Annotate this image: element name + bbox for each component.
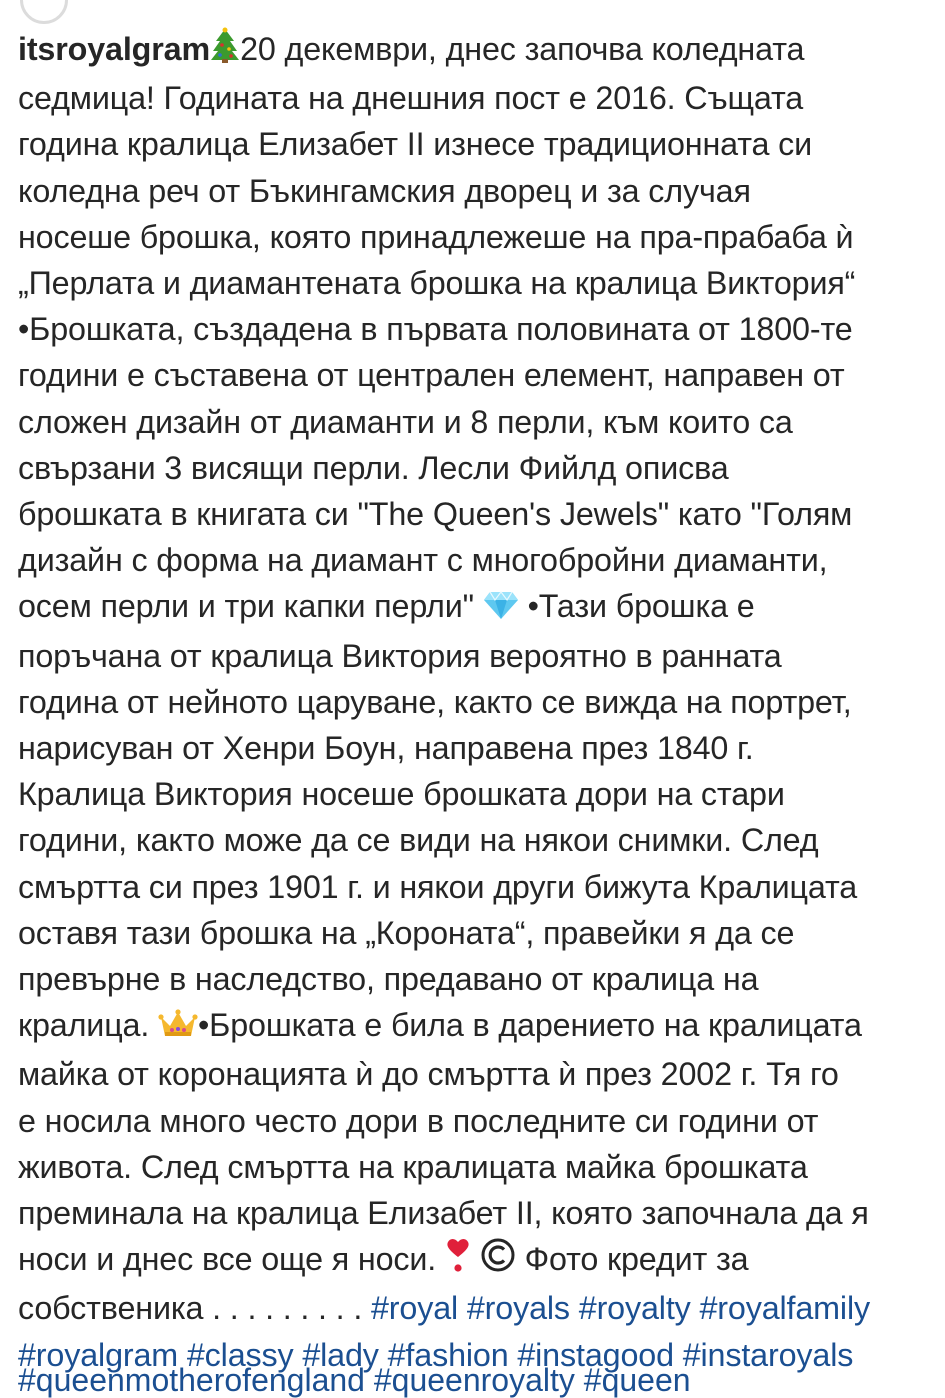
caption-line-7: •Брошката, създадена в първата половината от 1800-те: [18, 311, 853, 348]
caption-line-21: превърне в наследство, предавано от кралица на: [18, 961, 759, 998]
caption-text: собственика . . . . . . . . .: [18, 1290, 363, 1327]
caption-line-15: година от нейното царуване, както се вижда на портрет,: [18, 683, 852, 720]
caption-line-27: [18, 1236, 940, 1285]
caption-text: •Брошката е била в дарението на кралицата: [198, 1007, 862, 1044]
caption-text: кралица.: [18, 1007, 150, 1044]
caption-text: Фото кредит за: [524, 1241, 749, 1278]
post-caption: [18, 26, 940, 1378]
caption-line-9: сложен дизайн от диаманти и 8 перли, към които са: [18, 403, 793, 440]
caption-line-12: дизайн с форма на диамант с многобройни диаманти,: [18, 542, 828, 579]
caption-text: •Тази брошка е: [527, 588, 755, 625]
caption-line-1: [18, 26, 940, 75]
username-link[interactable]: itsroyalgram: [18, 31, 211, 67]
hashtag-links[interactable]: #royal #royals #royalty #royalfamily: [370, 1290, 870, 1327]
caption-line-16: нарисуван от Хенри Боун, направена през 1840 г.: [18, 730, 754, 767]
heart-exclamation-icon: [445, 1237, 471, 1285]
gem-icon: [483, 586, 519, 632]
christmas-tree-icon: [210, 27, 240, 75]
caption-text: осем перли и три капки перли": [18, 588, 474, 625]
caption-line-24: е носила много често дори в последните си години от: [18, 1102, 819, 1139]
caption-line-2: седмица! Годината на днешния пост е 2016. Същата: [18, 80, 804, 117]
caption-line-22: [18, 1002, 940, 1051]
caption-line-11: брошката в книгата си "The Queen's Jewels" като "Голям: [18, 496, 853, 533]
caption-text: носи и днес все още я носи.: [18, 1241, 437, 1278]
caption-line-8: години е съставена от централен елемент, направен от: [18, 357, 845, 394]
caption-line-10: свързани 3 висящи перли. Лесли Фийлд описва: [18, 449, 729, 486]
caption-line-20: оставя тази брошка на „Короната“, правейки я да се: [18, 914, 795, 951]
caption-line-28: [18, 1285, 940, 1331]
caption-line-3: година кралица Елизабет II изнесе традиционната си: [18, 126, 813, 163]
caption-line-4: коледна реч от Бъкингамския дворец и за случая: [18, 172, 751, 209]
caption-line-6: „Перлата и диамантената брошка на кралица Виктория“: [18, 265, 856, 302]
caption-line-26: преминала на кралица Елизабет II, която започнала да я: [18, 1195, 869, 1232]
copyright-icon: [480, 1237, 516, 1285]
caption-line-18: години, както може да се види на някои снимки. След: [18, 822, 819, 859]
caption-line-5: носеше брошка, която принадлежеше на пра-прабаба ѝ: [18, 218, 854, 255]
previous-header-cut: [0, 0, 945, 6]
cut-off-hashtags: [18, 1362, 918, 1398]
hashtag-links[interactable]: #royalgram #classy #lady #fashion #instagood #instaroyals: [18, 1336, 854, 1373]
caption-line-14: поръчана от кралица Виктория вероятно в ранната: [18, 637, 782, 674]
avatar[interactable]: [20, 0, 68, 24]
caption-line-23: майка от коронацията ѝ до смъртта ѝ през 2002 г. Тя го: [18, 1056, 839, 1093]
caption-line-17: Кралица Виктория носеше брошката дори на стари: [18, 776, 785, 813]
caption-line-19: смъртта си през 1901 г. и някои други бижута Кралицата: [18, 868, 858, 905]
crown-icon: [158, 1005, 198, 1051]
hashtag-links-cut[interactable]: #queenmotherofengland #queenroyalty #queen: [18, 1362, 691, 1398]
caption-line-13: [18, 583, 940, 632]
caption-text: 20 декември, днес започва коледната: [240, 31, 805, 67]
caption-line-25: живота. След смъртта на кралицата майка брошката: [18, 1148, 808, 1185]
